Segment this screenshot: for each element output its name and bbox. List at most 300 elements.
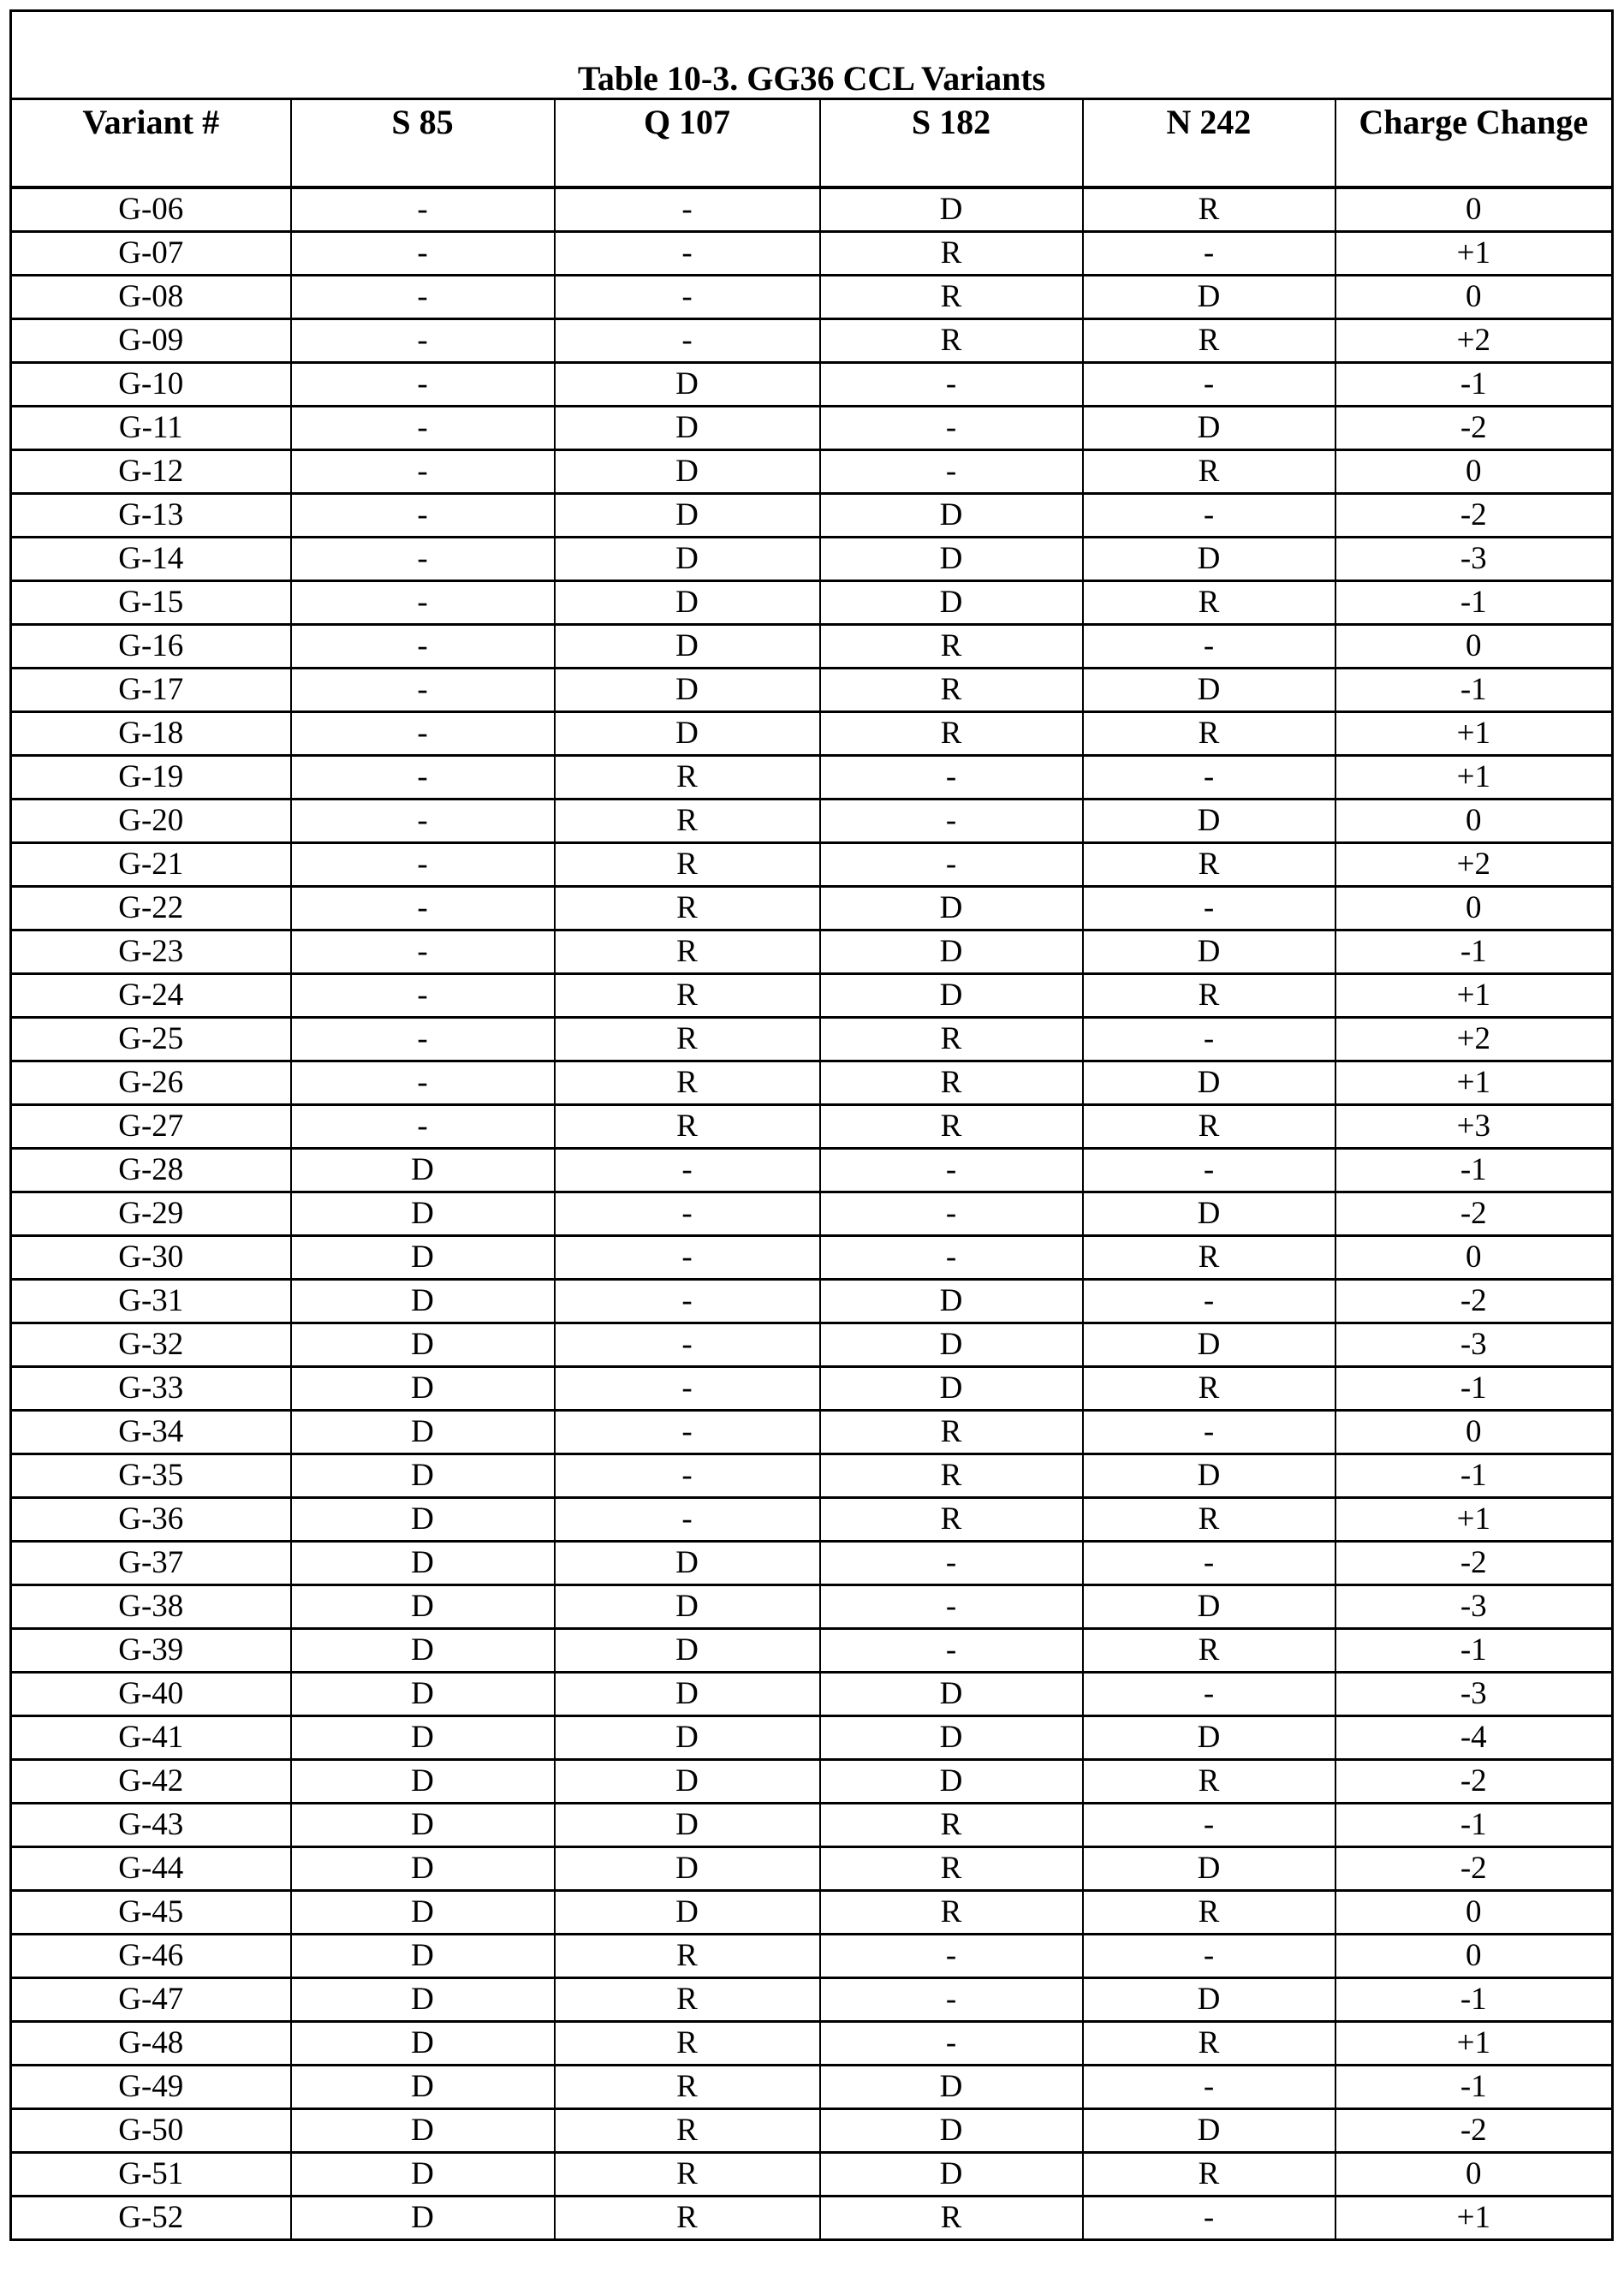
- cell-s85: D: [291, 1498, 555, 1542]
- cell-variant: G-43: [11, 1804, 291, 1847]
- cell-n242: R: [1083, 1105, 1335, 1149]
- cell-s85: D: [291, 1280, 555, 1323]
- table-row: [11, 1236, 1613, 1280]
- cell-charge-change: 0: [1335, 800, 1613, 843]
- cell-n242: D: [1083, 1192, 1335, 1236]
- table-row: [11, 581, 1613, 625]
- cell-variant: G-44: [11, 1847, 291, 1891]
- table-row: [11, 276, 1613, 319]
- cell-s85: D: [291, 2022, 555, 2066]
- cell-s85: -: [291, 974, 555, 1018]
- cell-charge-change: +2: [1335, 319, 1613, 363]
- cell-variant: G-36: [11, 1498, 291, 1542]
- table-row: [11, 1367, 1613, 1411]
- column-header-charge-change: Charge Change: [1335, 99, 1613, 188]
- cell-variant: G-30: [11, 1236, 291, 1280]
- table-row: [11, 2153, 1613, 2197]
- cell-n242: -: [1083, 1018, 1335, 1061]
- cell-n242: -: [1083, 494, 1335, 538]
- cell-charge-change: -2: [1335, 1542, 1613, 1585]
- cell-n242: R: [1083, 581, 1335, 625]
- cell-s85: -: [291, 1018, 555, 1061]
- table-row: [11, 974, 1613, 1018]
- cell-q107: D: [555, 538, 820, 581]
- cell-s85: -: [291, 930, 555, 974]
- cell-s85: D: [291, 2197, 555, 2240]
- cell-n242: R: [1083, 712, 1335, 756]
- cell-s182: D: [820, 538, 1083, 581]
- cell-n242: R: [1083, 2153, 1335, 2197]
- cell-s85: D: [291, 1542, 555, 1585]
- table-row: [11, 1847, 1613, 1891]
- cell-s182: R: [820, 1804, 1083, 1847]
- cell-variant: G-42: [11, 1760, 291, 1804]
- table-body: [11, 187, 1613, 2240]
- cell-s182: R: [820, 1891, 1083, 1935]
- cell-charge-change: -3: [1335, 538, 1613, 581]
- cell-q107: R: [555, 1061, 820, 1105]
- cell-variant: G-38: [11, 1585, 291, 1629]
- cell-variant: G-18: [11, 712, 291, 756]
- cell-s85: D: [291, 1454, 555, 1498]
- cell-s85: -: [291, 187, 555, 232]
- cell-s85: -: [291, 407, 555, 450]
- cell-variant: G-40: [11, 1673, 291, 1716]
- cell-q107: -: [555, 1236, 820, 1280]
- cell-variant: G-52: [11, 2197, 291, 2240]
- table-row: [11, 1192, 1613, 1236]
- cell-s85: D: [291, 2066, 555, 2109]
- cell-n242: D: [1083, 1716, 1335, 1760]
- cell-variant: G-23: [11, 930, 291, 974]
- cell-n242: R: [1083, 1367, 1335, 1411]
- cell-n242: -: [1083, 756, 1335, 800]
- table-row: [11, 1542, 1613, 1585]
- cell-s182: -: [820, 1149, 1083, 1192]
- cell-s85: -: [291, 494, 555, 538]
- cell-charge-change: +1: [1335, 756, 1613, 800]
- cell-charge-change: -1: [1335, 669, 1613, 712]
- cell-charge-change: 0: [1335, 625, 1613, 669]
- cell-n242: D: [1083, 1978, 1335, 2022]
- cell-variant: G-25: [11, 1018, 291, 1061]
- cell-s85: D: [291, 1411, 555, 1454]
- table-title-row: [11, 11, 1613, 99]
- column-header-s85: S 85: [291, 99, 555, 188]
- cell-charge-change: +1: [1335, 1061, 1613, 1105]
- cell-s182: R: [820, 319, 1083, 363]
- cell-q107: D: [555, 1716, 820, 1760]
- cell-n242: R: [1083, 319, 1335, 363]
- cell-q107: R: [555, 1978, 820, 2022]
- table-row: [11, 1673, 1613, 1716]
- cell-variant: G-10: [11, 363, 291, 407]
- table-row: [11, 843, 1613, 887]
- cell-q107: -: [555, 187, 820, 232]
- cell-q107: D: [555, 1804, 820, 1847]
- cell-q107: R: [555, 887, 820, 930]
- cell-variant: G-20: [11, 800, 291, 843]
- cell-q107: -: [555, 319, 820, 363]
- cell-s182: -: [820, 756, 1083, 800]
- cell-variant: G-45: [11, 1891, 291, 1935]
- cell-n242: R: [1083, 450, 1335, 494]
- cell-charge-change: -1: [1335, 1454, 1613, 1498]
- column-header-q107: Q 107: [555, 99, 820, 188]
- table-row: [11, 712, 1613, 756]
- cell-s85: -: [291, 625, 555, 669]
- cell-n242: -: [1083, 1673, 1335, 1716]
- cell-s182: D: [820, 581, 1083, 625]
- cell-n242: D: [1083, 276, 1335, 319]
- cell-charge-change: -3: [1335, 1673, 1613, 1716]
- cell-s85: -: [291, 800, 555, 843]
- cell-q107: R: [555, 2153, 820, 2197]
- cell-q107: D: [555, 450, 820, 494]
- cell-s182: -: [820, 450, 1083, 494]
- cell-n242: D: [1083, 1585, 1335, 1629]
- table-row: [11, 1149, 1613, 1192]
- cell-q107: R: [555, 974, 820, 1018]
- cell-q107: D: [555, 1585, 820, 1629]
- cell-n242: R: [1083, 2022, 1335, 2066]
- cell-charge-change: +1: [1335, 2022, 1613, 2066]
- cell-s182: -: [820, 1236, 1083, 1280]
- cell-q107: D: [555, 494, 820, 538]
- cell-s182: D: [820, 494, 1083, 538]
- cell-n242: -: [1083, 625, 1335, 669]
- cell-s182: D: [820, 974, 1083, 1018]
- cell-q107: D: [555, 1760, 820, 1804]
- cell-variant: G-24: [11, 974, 291, 1018]
- cell-q107: -: [555, 1323, 820, 1367]
- cell-n242: D: [1083, 2109, 1335, 2153]
- cell-s85: D: [291, 1236, 555, 1280]
- cell-s182: D: [820, 2153, 1083, 2197]
- cell-s182: R: [820, 276, 1083, 319]
- cell-q107: D: [555, 1891, 820, 1935]
- cell-q107: R: [555, 1935, 820, 1978]
- cell-charge-change: 0: [1335, 276, 1613, 319]
- cell-variant: G-29: [11, 1192, 291, 1236]
- cell-charge-change: -2: [1335, 1847, 1613, 1891]
- cell-variant: G-31: [11, 1280, 291, 1323]
- cell-n242: D: [1083, 930, 1335, 974]
- cell-n242: -: [1083, 1804, 1335, 1847]
- cell-s182: D: [820, 1367, 1083, 1411]
- cell-variant: G-22: [11, 887, 291, 930]
- cell-s182: D: [820, 930, 1083, 974]
- cell-charge-change: -1: [1335, 1367, 1613, 1411]
- cell-q107: D: [555, 581, 820, 625]
- table-row: [11, 2066, 1613, 2109]
- cell-variant: G-47: [11, 1978, 291, 2022]
- cell-q107: R: [555, 2109, 820, 2153]
- table-row: [11, 538, 1613, 581]
- cell-s85: D: [291, 2153, 555, 2197]
- cell-s85: D: [291, 1760, 555, 1804]
- cell-s85: -: [291, 363, 555, 407]
- cell-variant: G-28: [11, 1149, 291, 1192]
- table-row: [11, 800, 1613, 843]
- cell-s182: R: [820, 1018, 1083, 1061]
- cell-q107: D: [555, 1847, 820, 1891]
- cell-s182: -: [820, 363, 1083, 407]
- cell-variant: G-35: [11, 1454, 291, 1498]
- cell-q107: R: [555, 1018, 820, 1061]
- cell-s85: D: [291, 2109, 555, 2153]
- cell-s85: -: [291, 581, 555, 625]
- cell-s182: R: [820, 669, 1083, 712]
- cell-charge-change: 0: [1335, 887, 1613, 930]
- cell-q107: D: [555, 1542, 820, 1585]
- cell-q107: -: [555, 1498, 820, 1542]
- cell-q107: R: [555, 843, 820, 887]
- table-row: [11, 930, 1613, 974]
- cell-n242: -: [1083, 1935, 1335, 1978]
- cell-charge-change: -2: [1335, 1760, 1613, 1804]
- cell-s182: R: [820, 1061, 1083, 1105]
- cell-charge-change: -2: [1335, 2109, 1613, 2153]
- cell-n242: -: [1083, 1280, 1335, 1323]
- cell-n242: R: [1083, 1629, 1335, 1673]
- cell-s182: D: [820, 1716, 1083, 1760]
- cell-q107: D: [555, 625, 820, 669]
- cell-q107: R: [555, 2197, 820, 2240]
- cell-s85: -: [291, 669, 555, 712]
- cell-n242: D: [1083, 1454, 1335, 1498]
- cell-s182: R: [820, 1411, 1083, 1454]
- cell-s182: D: [820, 2109, 1083, 2153]
- cell-s85: D: [291, 1804, 555, 1847]
- cell-variant: G-14: [11, 538, 291, 581]
- cell-q107: R: [555, 2022, 820, 2066]
- cell-charge-change: -1: [1335, 930, 1613, 974]
- table-row: [11, 1498, 1613, 1542]
- cell-s182: R: [820, 1454, 1083, 1498]
- cell-variant: G-49: [11, 2066, 291, 2109]
- cell-s182: R: [820, 1498, 1083, 1542]
- cell-n242: -: [1083, 1411, 1335, 1454]
- cell-s182: -: [820, 1542, 1083, 1585]
- cell-charge-change: 0: [1335, 1236, 1613, 1280]
- cell-charge-change: +1: [1335, 1498, 1613, 1542]
- cell-variant: G-26: [11, 1061, 291, 1105]
- cell-s182: D: [820, 1673, 1083, 1716]
- cell-charge-change: -2: [1335, 407, 1613, 450]
- cell-s85: D: [291, 1629, 555, 1673]
- cell-s182: R: [820, 232, 1083, 276]
- cell-q107: R: [555, 1105, 820, 1149]
- table-row: [11, 363, 1613, 407]
- table-row: [11, 2022, 1613, 2066]
- table-row: [11, 1935, 1613, 1978]
- cell-n242: R: [1083, 1760, 1335, 1804]
- table-row: [11, 1978, 1613, 2022]
- cell-q107: -: [555, 276, 820, 319]
- cell-s182: R: [820, 625, 1083, 669]
- cell-s85: -: [291, 276, 555, 319]
- cell-variant: G-12: [11, 450, 291, 494]
- cell-s182: -: [820, 1585, 1083, 1629]
- cell-variant: G-15: [11, 581, 291, 625]
- cell-charge-change: +1: [1335, 232, 1613, 276]
- cell-q107: R: [555, 800, 820, 843]
- variants-table: [9, 9, 1614, 2241]
- cell-variant: G-13: [11, 494, 291, 538]
- table-row: [11, 319, 1613, 363]
- cell-s85: -: [291, 1061, 555, 1105]
- cell-n242: D: [1083, 800, 1335, 843]
- cell-s182: D: [820, 1280, 1083, 1323]
- column-header-variant: Variant #: [11, 99, 291, 188]
- cell-q107: -: [555, 1149, 820, 1192]
- cell-q107: R: [555, 930, 820, 974]
- cell-s85: D: [291, 1149, 555, 1192]
- cell-s85: -: [291, 887, 555, 930]
- cell-s182: D: [820, 887, 1083, 930]
- cell-variant: G-21: [11, 843, 291, 887]
- table-row: [11, 1629, 1613, 1673]
- cell-s85: -: [291, 450, 555, 494]
- cell-n242: -: [1083, 363, 1335, 407]
- cell-n242: D: [1083, 1847, 1335, 1891]
- table-row: [11, 1018, 1613, 1061]
- cell-s85: -: [291, 538, 555, 581]
- cell-s182: -: [820, 800, 1083, 843]
- cell-q107: -: [555, 1192, 820, 1236]
- cell-s182: -: [820, 407, 1083, 450]
- cell-variant: G-48: [11, 2022, 291, 2066]
- cell-q107: -: [555, 232, 820, 276]
- cell-variant: G-09: [11, 319, 291, 363]
- cell-q107: D: [555, 363, 820, 407]
- cell-s182: D: [820, 1323, 1083, 1367]
- cell-s182: -: [820, 1629, 1083, 1673]
- table-row: [11, 669, 1613, 712]
- cell-charge-change: -1: [1335, 2066, 1613, 2109]
- cell-n242: D: [1083, 538, 1335, 581]
- cell-s182: R: [820, 2197, 1083, 2240]
- column-header-row: [11, 99, 1613, 188]
- cell-n242: R: [1083, 1236, 1335, 1280]
- cell-n242: R: [1083, 843, 1335, 887]
- cell-n242: -: [1083, 1542, 1335, 1585]
- cell-s85: D: [291, 1935, 555, 1978]
- table-row: [11, 1585, 1613, 1629]
- cell-n242: -: [1083, 887, 1335, 930]
- cell-variant: G-11: [11, 407, 291, 450]
- cell-s85: D: [291, 1847, 555, 1891]
- cell-q107: R: [555, 756, 820, 800]
- cell-s182: -: [820, 1192, 1083, 1236]
- cell-variant: G-06: [11, 187, 291, 232]
- table-row: [11, 1323, 1613, 1367]
- cell-charge-change: -1: [1335, 1629, 1613, 1673]
- cell-variant: G-17: [11, 669, 291, 712]
- cell-s182: -: [820, 843, 1083, 887]
- cell-s85: -: [291, 319, 555, 363]
- cell-s85: -: [291, 756, 555, 800]
- cell-variant: G-08: [11, 276, 291, 319]
- cell-s85: -: [291, 712, 555, 756]
- cell-charge-change: +2: [1335, 843, 1613, 887]
- cell-charge-change: -3: [1335, 1323, 1613, 1367]
- cell-n242: -: [1083, 2066, 1335, 2109]
- cell-n242: D: [1083, 1323, 1335, 1367]
- cell-variant: G-41: [11, 1716, 291, 1760]
- table-row: [11, 407, 1613, 450]
- cell-n242: -: [1083, 2197, 1335, 2240]
- cell-q107: D: [555, 1629, 820, 1673]
- table-row: [11, 1105, 1613, 1149]
- cell-charge-change: -4: [1335, 1716, 1613, 1760]
- table-row: [11, 187, 1613, 232]
- cell-s85: -: [291, 1105, 555, 1149]
- table-row: [11, 1411, 1613, 1454]
- cell-n242: R: [1083, 1891, 1335, 1935]
- table-row: [11, 450, 1613, 494]
- table-row: [11, 1891, 1613, 1935]
- cell-s182: D: [820, 2066, 1083, 2109]
- table-row: [11, 1804, 1613, 1847]
- cell-n242: -: [1083, 1149, 1335, 1192]
- cell-charge-change: +1: [1335, 974, 1613, 1018]
- cell-q107: D: [555, 1673, 820, 1716]
- cell-s182: -: [820, 1978, 1083, 2022]
- cell-q107: -: [555, 1280, 820, 1323]
- cell-s182: D: [820, 187, 1083, 232]
- table-row: [11, 1454, 1613, 1498]
- cell-s85: D: [291, 1192, 555, 1236]
- table-row: [11, 1716, 1613, 1760]
- cell-q107: D: [555, 712, 820, 756]
- table-row: [11, 756, 1613, 800]
- cell-charge-change: 0: [1335, 1411, 1613, 1454]
- cell-s182: -: [820, 2022, 1083, 2066]
- cell-s182: D: [820, 1760, 1083, 1804]
- cell-n242: R: [1083, 1498, 1335, 1542]
- table-row: [11, 1760, 1613, 1804]
- table-row: [11, 2109, 1613, 2153]
- cell-variant: G-19: [11, 756, 291, 800]
- cell-variant: G-34: [11, 1411, 291, 1454]
- cell-variant: G-51: [11, 2153, 291, 2197]
- cell-s85: D: [291, 1716, 555, 1760]
- cell-charge-change: -2: [1335, 1280, 1613, 1323]
- cell-variant: G-37: [11, 1542, 291, 1585]
- cell-charge-change: 0: [1335, 1935, 1613, 1978]
- cell-s85: D: [291, 1978, 555, 2022]
- cell-charge-change: -1: [1335, 581, 1613, 625]
- cell-variant: G-07: [11, 232, 291, 276]
- cell-charge-change: -1: [1335, 1978, 1613, 2022]
- cell-q107: -: [555, 1367, 820, 1411]
- cell-charge-change: +1: [1335, 2197, 1613, 2240]
- cell-s85: D: [291, 1673, 555, 1716]
- cell-s182: -: [820, 1935, 1083, 1978]
- cell-n242: R: [1083, 974, 1335, 1018]
- table-row: [11, 625, 1613, 669]
- cell-q107: D: [555, 669, 820, 712]
- cell-charge-change: 0: [1335, 187, 1613, 232]
- cell-s85: -: [291, 843, 555, 887]
- cell-q107: -: [555, 1411, 820, 1454]
- table-title: Table 10-3. GG36 CCL Variants: [11, 11, 1613, 99]
- cell-variant: G-32: [11, 1323, 291, 1367]
- cell-variant: G-39: [11, 1629, 291, 1673]
- cell-variant: G-46: [11, 1935, 291, 1978]
